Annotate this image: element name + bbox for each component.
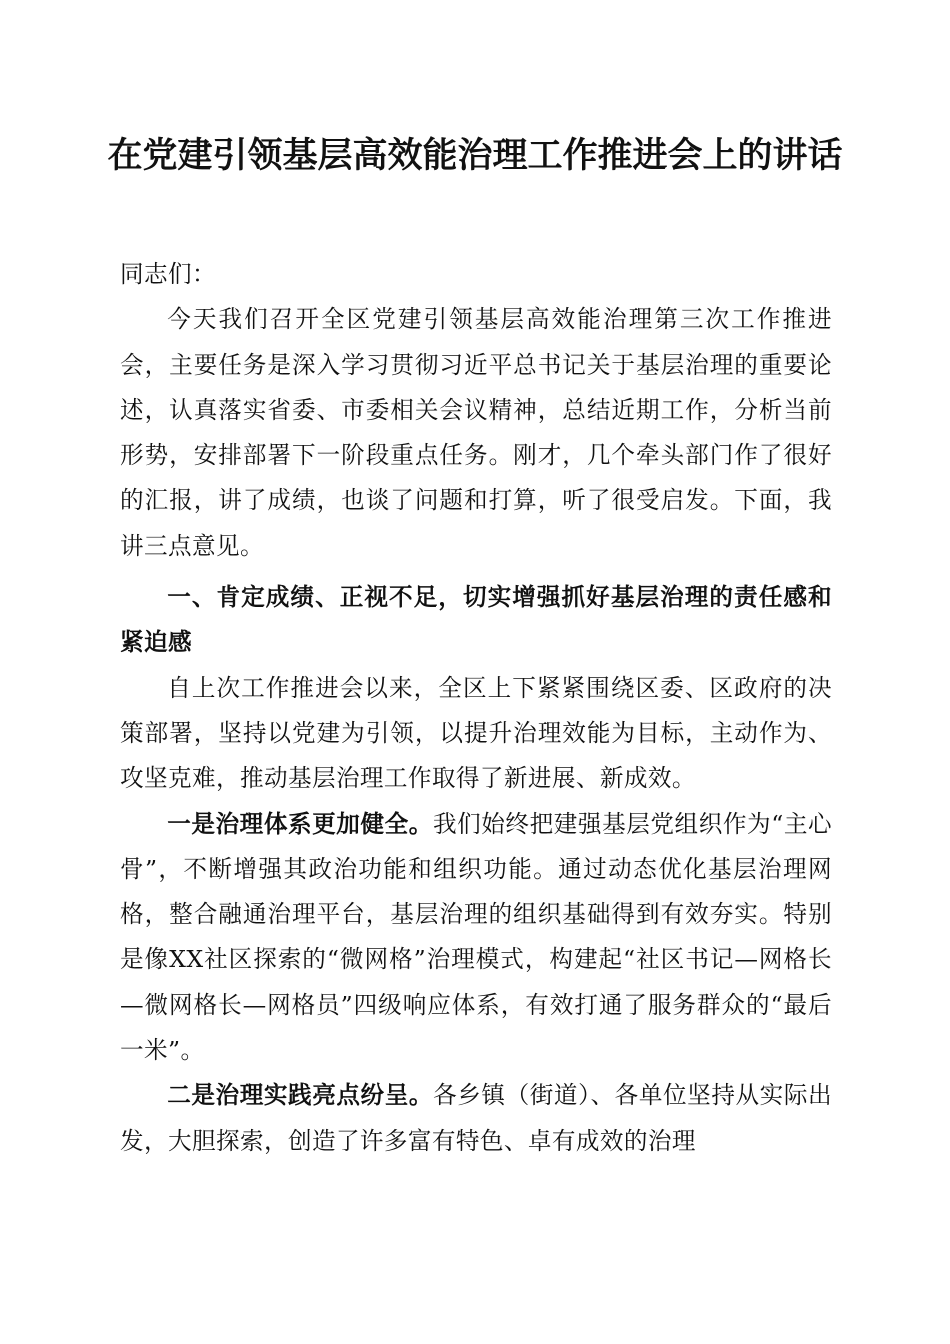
point-text-1: 我们始终把建强基层党组织作为“主心骨”，不断增强其政治功能和组织功能。通过动态优化基层治理网格，整合融通治理平台，基层治理的组织基础得到有效夯实。特别是像XX社区探索的“微网格”治理模式，构建起“社区书记—网格长—微网格长—网格员”四级响应体系，有效打通了服务群众的“最后一米”。 bbox=[120, 809, 832, 1065]
salutation: 同志们： bbox=[120, 260, 216, 288]
document-body bbox=[120, 252, 832, 1164]
document-title: 在党建引领基层高效能治理工作推进会上的讲话 bbox=[107, 135, 843, 176]
point-paragraph-1 bbox=[120, 802, 832, 1074]
point-lead-2: 二是治理实践亮点纷呈。 bbox=[167, 1081, 434, 1110]
section-heading: 一、肯定成绩、正视不足，切实增强抓好基层治理的责任感和紧迫感 bbox=[120, 583, 832, 657]
intro-paragraph: 今天我们召开全区党建引领基层高效能治理第三次工作推进会，主要任务是深入学习贯彻习近平总书记关于基层治理的重要论述，认真落实省委、市委相关会议精神，总结近期工作，分析当前形势，安排部署下一阶段重点任务。刚才，几个牵头部门作了很好的汇报，讲了成绩，也谈了问题和打算，听了很受启发。下面，我讲三点意见。 bbox=[120, 305, 832, 560]
section-paragraph: 自上次工作推进会以来，全区上下紧紧围绕区委、区政府的决策部署，坚持以党建为引领，以提升治理效能为目标，主动作为、攻坚克难，推动基层治理工作取得了新进展、新成效。 bbox=[120, 673, 832, 793]
point-paragraph-2 bbox=[120, 1073, 832, 1164]
point-lead-1: 一是治理体系更加健全。 bbox=[167, 809, 433, 838]
point-text-2: 各乡镇（街道）、各单位坚持从实际出发，大胆探索，创造了许多富有特色、卓有成效的治理 bbox=[120, 1081, 833, 1155]
